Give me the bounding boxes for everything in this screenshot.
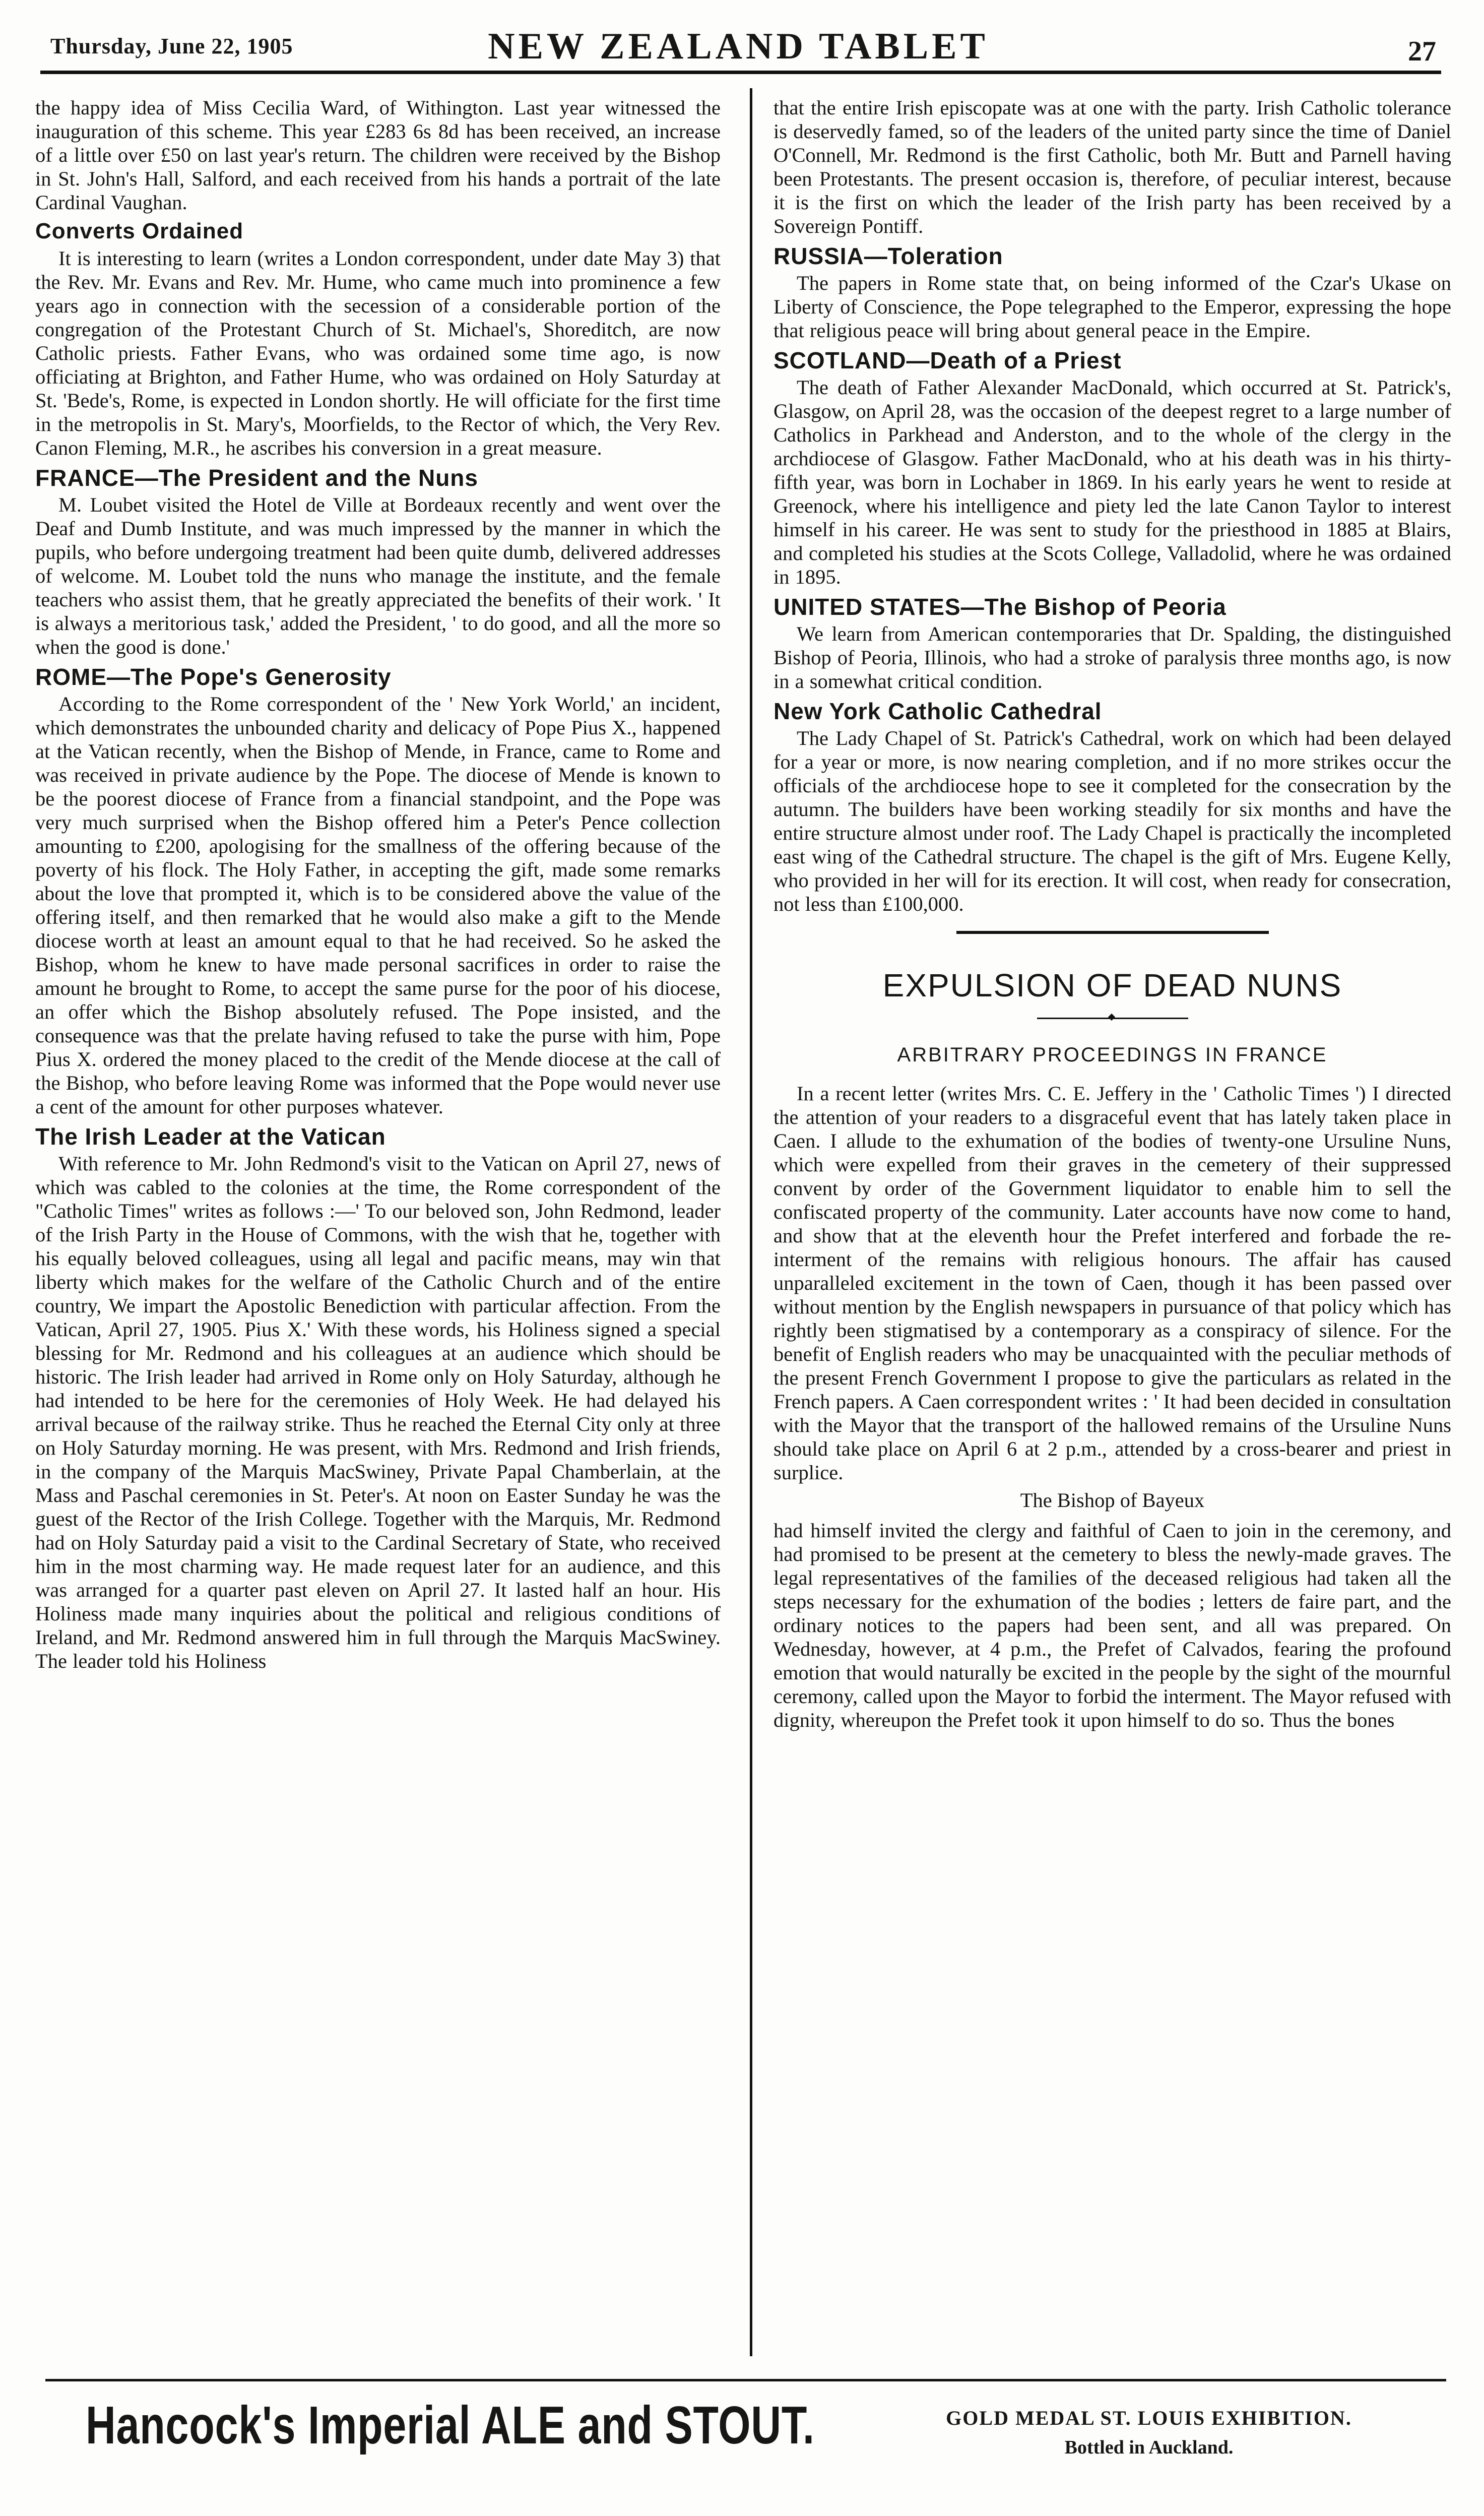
ad-gold-medal: GOLD MEDAL ST. LOUIS EXHIBITION. [946, 2407, 1352, 2429]
section-rule [956, 931, 1269, 934]
heading-united-states: UNITED STATES—The Bishop of Peoria [773, 594, 1227, 620]
right-column [773, 96, 1451, 2354]
page-header [30, 20, 1446, 76]
heading-rome: ROME—The Pope's Generosity [35, 664, 392, 690]
continued-paragraph: that the entire Irish episcopate was at one with the party. Irish Catholic tolerance is deservedly famed, so of the leaders of the united party since the time of Daniel O'Connell, Mr. Redmond is the first Catholic, both Mr. Butt and Parnell having been Protestants. The present occasion is, therefore, of peculiar interest, because it is the first on which the leader of the Irish party has been received by a Sovereign Pontiff. [773, 96, 1451, 237]
column-divider [750, 88, 752, 2356]
scotland-paragraph: The death of Father Alexander MacDonald, which occurred at St. Patrick's, Glasgow, on April 28, was the occasion of the deepest regret to a large number of Catholics in Parkhead and Anderston, and to the whole of the clergy in the archdiocese of Glasgow. Father MacDonald, who at his death was in his thirty-fifth year, was born in Lochaber in 1869. In his early years he went to reside at Greenock, where his intelligence and piety led the late Canon Taylor to interest himself in his career. He was sent to study for the priesthood in 1885 at Blairs, and completed his studies at the Scots College, Valladolid, where he was ordained in 1895. [773, 376, 1451, 588]
expulsion-paragraph-2: had himself invited the clergy and faithful of Caen to join in the ceremony, and had promised to be present at the cemetery to bless the newly-made graves. The legal representatives of the families of the deceased religious had taken all the steps necessary for the exhumation of the bodies ; letters de faire part, and the ordinary notices to the papers had been sent, and all was prepared. On Wednesday, however, at 4 p.m., the Prefet of Calvados, fearing the profound emotion that would naturally be excited in the people by the sight of the mournful ceremony, called upon the Mayor to forbid the interment. The Mayor refused with dignity, whereupon the Prefet took it upon himself to do so. Thus the bones [773, 1519, 1451, 1731]
issue-date: Thursday, June 22, 1905 [50, 34, 293, 58]
article-headline: EXPULSION OF DEAD NUNS [882, 967, 1342, 1003]
russia-paragraph: The papers in Rome state that, on being informed of the Czar's Ukase on Liberty of Conscience, the Pope telegraphed to the Emperor, expressing the hope that religious peace will bring about general peace in the Empire. [773, 272, 1451, 342]
rome-paragraph: According to the Rome correspondent of the ' New York World,' an incident, which demonstrates the unbounded charity and delicacy of Pope Pius X., happened at the Vatican recently, when the Bishop of Mende, in France, came to Rome and was received in private audience by the Pope. The diocese of Mende is known to be the poorest diocese of France from a financial standpoint, and the Pope was very much surprised when the Bishop offered him a Peter's Pence collection amounting to £200, apologising for the smallness of the offering because of the poverty of his flock. The Holy Father, in accepting the gift, made some remarks about the love that prompted it, which is to be considered above the value of the offering itself, and then remarked that he would also make a gift to the Mende diocese worth at least an amount equal to that he had received. So he asked the Bishop, whom he knew to have made personal sacrifices in order to raise the amount he brought to Rome, to accept the same purse for the poor of his diocese, an offer which the Bishop absolutely refused. The Pope insisted, and the consequence was that the prelate having refused to take the purse with him, Pope Pius X. ordered the money placed to the credit of the Mende diocese at the call of the Bishop, who before leaving Rome was informed that the Pope would never use a cent of the amount for other purposes whatever. [35, 693, 721, 1118]
united-states-paragraph: We learn from American contemporaries that Dr. Spalding, the distinguished Bishop of Peoria, Illinois, who had a stroke of paralysis three months ago, is now in a somewhat critical condition. [773, 622, 1451, 693]
heading-scotland: SCOTLAND—Death of a Priest [773, 347, 1122, 373]
advertisement-side [897, 2404, 1401, 2463]
heading-ny-cathedral: New York Catholic Cathedral [773, 698, 1102, 724]
left-column [35, 96, 721, 2354]
newspaper-title: NEW ZEALAND TABLET [488, 26, 989, 67]
ny-cathedral-paragraph: The Lady Chapel of St. Patrick's Cathedral, work on which had been delayed for a year or more, is now nearing completion, and if no more strikes occur the officials of the archdiocese hope to see it completed for the consecration by the autumn. The builders have been working steadily for six months and have the entire structure almost under roof. The Lady Chapel is practically the incompleted east wing of the Cathedral structure. The chapel is the gift of Mrs. Eugene Kelly, who provided in her will for its erection. It will cost, when ready for consecration, not less than £100,000. [773, 727, 1451, 915]
footer-rule [45, 2379, 1446, 2381]
converts-paragraph: It is interesting to learn (writes a London correspondent, under date May 3) that the Rev. Mr. Evans and Rev. Mr. Hume, who came much into prominence a few years ago in connection with the secession of a considerable portion of the congregation of the Protestant Church of St. Michael's, Shoreditch, are now Catholic priests. Father Evans, who was ordained some time ago, is now officiating at Brighton, and Father Hume, who was ordained on Holy Saturday at St. 'Bede's, Rome, is expected in London shortly. He will officiate for the first time in the metropolis in St. Mary's, Moorfields, to the Rector of which, the Very Rev. Canon Fleming, M.R., he ascribes his conversion in a great measure. [35, 247, 721, 459]
heading-france: FRANCE—The President and the Nuns [35, 465, 478, 491]
expulsion-paragraph-1: In a recent letter (writes Mrs. C. E. Jeffery in the ' Catholic Times ') I directed the attention of your readers to a disgraceful event that has lately taken place in Caen. I allude to the exhumation of the bodies of twenty-one Ursuline Nuns, which were expelled from their graves in the cemetery of their suppressed convent by order of the Government liquidator to enable him to sell the confiscated property of the community. Later accounts have now come to hand, and show that at the eleventh hour the Prefet interfered and forbade the re-interment of the remains with religious honours. The affair has caused unparalleled excitement in the town of Caen, though it has been passed over without mention by the English newspapers in pursuance of that policy which has rightly been stigmatised by a contemporary as a conspiracy of silence. For the benefit of English readers who may be unacquainted with the peculiar methods of the present French Government I propose to give the particulars as related in the French papers. A Caen correspondent writes : ' It had been decided in consultation with the Mayor that the transport of the hallowed remains of the Ursuline Nuns should take place on April 6 at 2 p.m., attended by a cross-bearer and priest in surplice. [773, 1082, 1451, 1484]
page-number: 27 [1408, 36, 1436, 67]
irish-leader-paragraph: With reference to Mr. John Redmond's visit to the Vatican on April 27, news of which was cabled to the colonies at the time, the Rome correspondent of the "Catholic Times" writes as follows :—' To our beloved son, John Redmond, leader of the Irish Party in the House of Commons, with the wish that he, together with his equally beloved colleagues, using all legal and pacific means, may win that liberty which makes for the welfare of the Catholic Church and of the entire country, We impart the Apostolic Benediction with particular affection. From the Vatican, April 27, 1905. Pius X.' With these words, his Holiness signed a special blessing for Mr. Redmond and his colleagues at an audience which should be historic. The Irish leader had arrived in Rome only on Holy Saturday, although he had intended to be here for the ceremonies of Holy Week. He had delayed his arrival because of the railway strike. Thus he reached the Eternal City only at three on Holy Saturday morning. He was present, with Mrs. Redmond and Irish friends, in the company of the Marquis MacSwiney, Private Papal Chamberlain, at the Mass and Paschal ceremonies in St. Peter's. At noon on Easter Sunday he was the guest of the Rector of the Irish College. Together with the Marquis, Mr. Redmond had on Holy Saturday paid a visit to the Cardinal Secretary of State, who received him in the most charming way. He made request later for an audience, and this was arranged for a quarter past eleven on April 27. It lasted half an hour. His Holiness made many inquiries about the political and religious conditions of Ireland, and Mr. Redmond answered him in full through the Marquis MacSwiney. The leader told his Holiness [35, 1152, 721, 1672]
france-paragraph: M. Loubet visited the Hotel de Ville at Bordeaux recently and went over the Deaf and Dumb Institute, and was much impressed by the manner in which the pupils, who before undergoing treatment had been quite dumb, delivered addresses of welcome. M. Loubet told the nuns who manage the institute, and the female teachers who assist them, that he greatly appreciated the benefits of their work. ' It is always a meritorious task,' added the President, ' to do good, and all the more so when the good is done.' [35, 493, 721, 658]
article-subheadline: ARBITRARY PROCEEDINGS IN FRANCE [897, 1044, 1328, 1066]
intro-paragraph: the happy idea of Miss Cecilia Ward, of Withington. Last year witnessed the inauguration of this scheme. This year £283 6s 8d has been received, an increase of a little over £50 on last year's return. The children were received by the Bishop in St. John's Hall, Salford, and each received from his hands a portrait of the late Cardinal Vaughan. [35, 96, 721, 214]
heading-russia: RUSSIA—Toleration [773, 243, 1003, 269]
header-rule [40, 71, 1441, 74]
heading-bishop-of-bayeux: The Bishop of Bayeux [1020, 1489, 1205, 1512]
heading-converts: Converts Ordained [35, 219, 244, 243]
ad-bottled: Bottled in Auckland. [1064, 2437, 1234, 2458]
heading-irish-leader: The Irish Leader at the Vatican [35, 1123, 386, 1150]
ornament-divider [1037, 1015, 1188, 1022]
advertisement-main: Hancock's Imperial ALE and STOUT. [86, 2396, 815, 2455]
